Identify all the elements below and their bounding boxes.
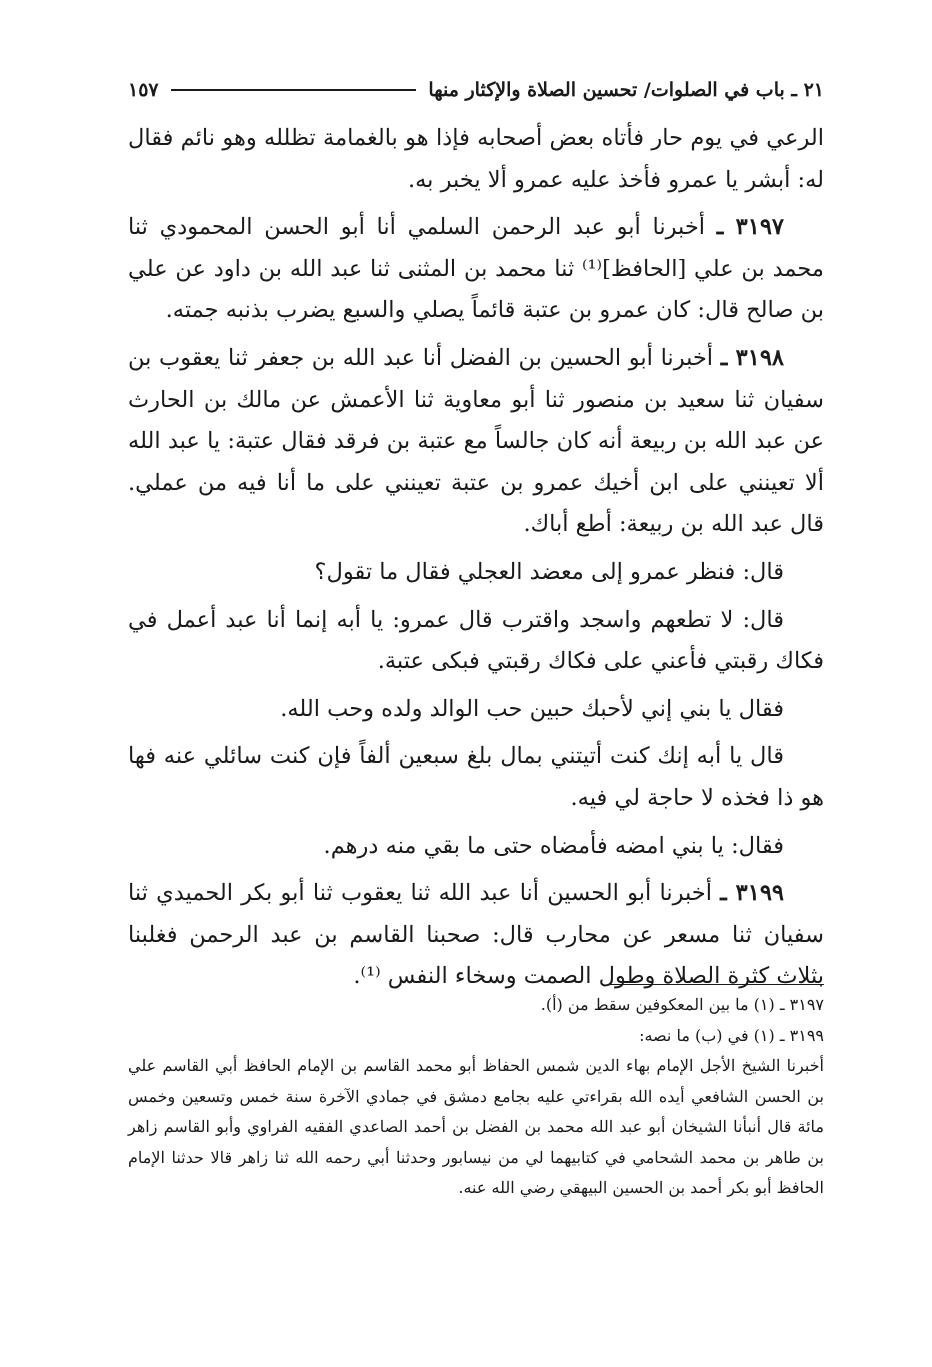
paragraph-text: قال: لا تطعهم واسجد واقترب قال عمرو: يا أبه إنما أنا عبد أعمل في فكاك رقبتي فأعني على فكاك رقبتي فبكى عتبة. <box>128 606 824 675</box>
paragraph <box>128 689 824 731</box>
running-header <box>128 72 824 108</box>
paragraph <box>128 552 824 594</box>
paragraph-text: الرعي في يوم حار فأتاه بعض أصحابه فإذا هو بالغمامة تظلله وهو نائم فقال له: أبشر يا عمرو فأخذ عليه عمرو ألا يخبر به. <box>128 125 824 193</box>
hadith-number: ٣١٩٧ ـ <box>716 214 784 241</box>
paragraph-text: قال يا أبه إنك كنت أتيتني بمال بلغ سبعين ألفاً فإن كنت سائلي عنه فها هو ذا فخذه لا حاجة لي فيه. <box>128 743 824 811</box>
hadith-number: ٣١٩٩ ـ <box>720 880 784 907</box>
footnote-quote: أخبرنا الشيخ الأجل الإمام بهاء الدين شمس الحفاظ أبو محمد القاسم بن الإمام الحافظ أبي القاسم علي بن الحسن الشافعي أيده الله بقراءتي عليه بجامع دمشق في جمادي الآخرة سنة خمس وتسعين وخمس مائة قال أنبأنا الشيخان أبو عبد الله محمد بن الفضل بن أحمد الصاعدي الفقيه الفراوي وأبو القاسم زاهر بن طاهر بن محمد الشحامي في كتابيهما لي من نيسابور وحدثنا أبي رحمه الله ثنا زاهر قالا حدثنا الإمام الحافظ أبو بكر أحمد بن الحسين البيهقي رضي الله عنه. <box>128 1056 824 1197</box>
chapter-title: ٢١ ـ باب في الصلوات/ تحسين الصلاة والإكثار منها <box>428 79 824 101</box>
page-number: ١٥٧ <box>128 79 159 101</box>
footnote-separator <box>610 984 824 985</box>
footnotes <box>128 990 824 1204</box>
paragraph-text: أخبرنا أبو الحسين أنا عبد الله ثنا يعقوب ثنا أبو بكر الحميدي ثنا سفيان ثنا مسعر عن محارب قال: صحبنا القاسم بن عبد الرحمن فغلبنا بثلاث كثرة الصلاة وطول الصمت وسخاء النفس ⁽¹⁾. <box>128 880 824 990</box>
main-text <box>128 118 824 1004</box>
paragraph-text: فقال يا بني إني لأحبك حبين حب الوالد ولده وحب الله. <box>280 695 784 722</box>
paragraph-text: أخبرنا أبو الحسين بن الفضل أنا عبد الله بن جعفر ثنا يعقوب بن سفيان ثنا سعيد بن منصور ثنا أبو معاوية ثنا الأعمش عن مالك بن الحارث عن عبد الله بن ربيعة أنه كان جالساً مع عتبة بن فرقد فقال عتبة: يا عبد الله ألا تعينني على ابن أخيك عمرو بن عتبة تعينني على ما أنا فيه من عملي. قال عبد الله بن ربيعة: أطع أباك. <box>128 344 824 538</box>
footnote: ٣١٩٧ ـ (١) ما بين المعكوفين سقط من (أ). <box>540 995 824 1014</box>
paragraph <box>128 873 824 998</box>
footnote: ٣١٩٩ ـ (١) في (ب) ما نصه: <box>639 1025 824 1045</box>
paragraph-text: أخبرنا أبو عبد الرحمن السلمي أنا أبو الحسن المحمودي ثنا محمد بن علي [الحافظ]⁽¹⁾ ثنا محمد بن المثنى ثنا عبد الله بن داود عن علي بن صالح قال: كان عمرو بن عتبة قائماً يصلي والسبع يضرب بذنبه جمته. <box>128 214 824 324</box>
paragraph <box>128 338 824 546</box>
header-rule <box>171 89 417 91</box>
paragraph <box>128 826 824 868</box>
paragraph <box>128 736 824 819</box>
paragraph <box>128 600 824 683</box>
paragraph <box>128 207 824 332</box>
paragraph-text: فقال: يا بني امضه فأمضاه حتى ما بقي منه درهم. <box>323 832 784 859</box>
hadith-number: ٣١٩٨ ـ <box>720 344 784 371</box>
paragraph-text: قال: فنظر عمرو إلى معضد العجلي فقال ما تقول؟ <box>314 558 784 585</box>
paragraph <box>128 118 824 201</box>
